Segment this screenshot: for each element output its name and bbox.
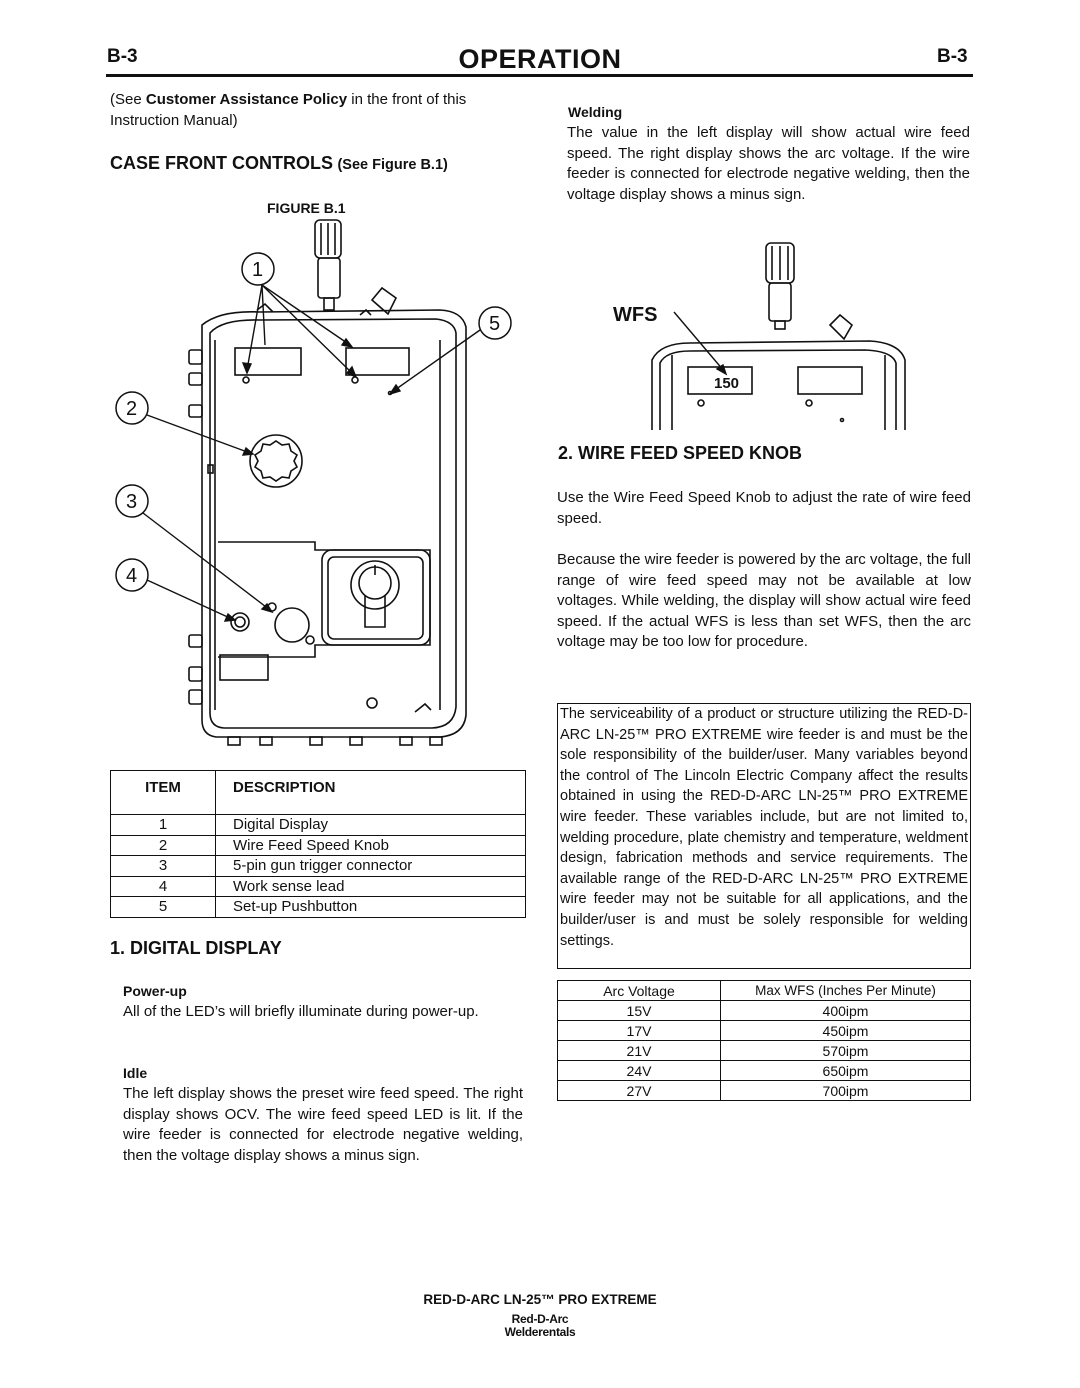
digital-display-heading: 1. DIGITAL DISPLAY (110, 938, 282, 958)
item-description: Work sense lead (233, 877, 345, 895)
callout-5: 5 (489, 313, 501, 335)
callout-1: 1 (252, 259, 264, 281)
table-row (558, 1061, 971, 1081)
item-number: 3 (111, 856, 216, 877)
section-number-right: B-3 (937, 46, 968, 67)
idle-text: The left display shows the preset wire feed speed. The right display shows OCV. The wire feed speed LED is lit. If the wire feeder is connected for electrode negative welding, then the voltage display shows a minus sign. (123, 1085, 523, 1164)
intro-text: (See Customer Assistance Policy in the front of this Instruction Manual) (110, 91, 467, 129)
idle-title: Idle (123, 1065, 148, 1081)
wfs-display-diagram (600, 235, 920, 430)
welding-text: The value in the left display will show actual wire feed speed. The right display shows the arc voltage. If the wire feeder is connected for electrode negative welding, then the voltage display shows a minus sign. (567, 124, 970, 203)
table-row (558, 1021, 971, 1041)
wire-feed-para-1: Use the Wire Feed Speed Knob to adjust the rate of wire feed speed. (557, 489, 971, 527)
arc-voltage-header: Arc Voltage (558, 981, 721, 1001)
wfs-label: WFS (613, 304, 658, 326)
table-row (558, 1041, 971, 1061)
item-column-header: ITEM (111, 771, 216, 815)
arc-voltage-table (557, 980, 971, 1101)
item-number: 1 (111, 815, 216, 836)
header-rule (106, 74, 973, 77)
max-wfs-value: 400ipm (721, 1001, 971, 1021)
callout-2: 2 (126, 398, 138, 420)
footer-logo: Red-D-Arc Welderentals (504, 1312, 576, 1339)
item-number: 2 (111, 835, 216, 856)
table-row (111, 835, 526, 856)
arc-voltage-value: 24V (558, 1061, 721, 1081)
max-wfs-value: 570ipm (721, 1041, 971, 1061)
wire-feed-speed-heading: 2. WIRE FEED SPEED KNOB (558, 443, 803, 463)
table-row (558, 1081, 971, 1101)
table-row (558, 1001, 971, 1021)
callout-3: 3 (126, 491, 138, 513)
case-front-diagram (110, 215, 530, 755)
max-wfs-value: 700ipm (721, 1081, 971, 1101)
figure-label: FIGURE B.1 (267, 200, 346, 216)
wire-feed-para-2: Because the wire feeder is powered by the arc voltage, the full range of wire feed speed may not be available at low voltages. While welding, the display will show actual wire feed speed. If the actual WFS is less than set WFS, then the arc voltage may be too low for procedure. (557, 551, 971, 650)
item-description: Set-up Pushbutton (233, 898, 358, 916)
wfs-display-value: 150 (714, 375, 740, 392)
serviceability-notice: The serviceability of a product or structure utilizing the RED-D-ARC LN-25™ PRO EXTREME wire feeder is and must be the sole responsibility of the builder/user. Many variables beyond the control of The Lincoln Electric Company affect the results obtained in using the RED-D-ARC LN-25™ PRO EXTREME wire feeder. These variables include, but are not limited to, welding procedure, plate chemistry and temperature, weldment design, fabrication methods and service requirements. The available range of the RED-D-ARC LN-25™ PRO EXTREME wire feeder may not be suitable for all applications, and the builder/user is and must be solely responsible for welding settings. (557, 703, 971, 969)
arc-voltage-value: 15V (558, 1001, 721, 1021)
description-column-header: DESCRIPTION (233, 779, 336, 796)
page-title: OPERATION (458, 44, 622, 74)
max-wfs-value: 650ipm (721, 1061, 971, 1081)
case-front-heading: CASE FRONT CONTROLS (See Figure B.1) (110, 153, 448, 173)
footer-product: RED-D-ARC LN-25™ PRO EXTREME (423, 1292, 657, 1307)
item-description: Wire Feed Speed Knob (233, 836, 389, 854)
max-wfs-header: Max WFS (Inches Per Minute) (721, 981, 971, 1001)
table-row (111, 876, 526, 897)
arc-voltage-value: 27V (558, 1081, 721, 1101)
callout-4: 4 (126, 565, 138, 587)
arc-voltage-value: 17V (558, 1021, 721, 1041)
powerup-text: All of the LED’s will briefly illuminate during power-up. (123, 1003, 479, 1020)
welding-title: Welding (568, 104, 623, 120)
powerup-title: Power-up (123, 983, 187, 999)
item-description: Digital Display (233, 816, 329, 834)
table-row (111, 897, 526, 918)
max-wfs-value: 450ipm (721, 1021, 971, 1041)
table-row (111, 856, 526, 877)
item-number: 4 (111, 876, 216, 897)
table-row (111, 815, 526, 836)
item-number: 5 (111, 897, 216, 918)
arc-voltage-value: 21V (558, 1041, 721, 1061)
section-number-left: B-3 (107, 46, 138, 67)
item-description: 5-pin gun trigger connector (233, 857, 413, 875)
item-table (110, 770, 526, 918)
